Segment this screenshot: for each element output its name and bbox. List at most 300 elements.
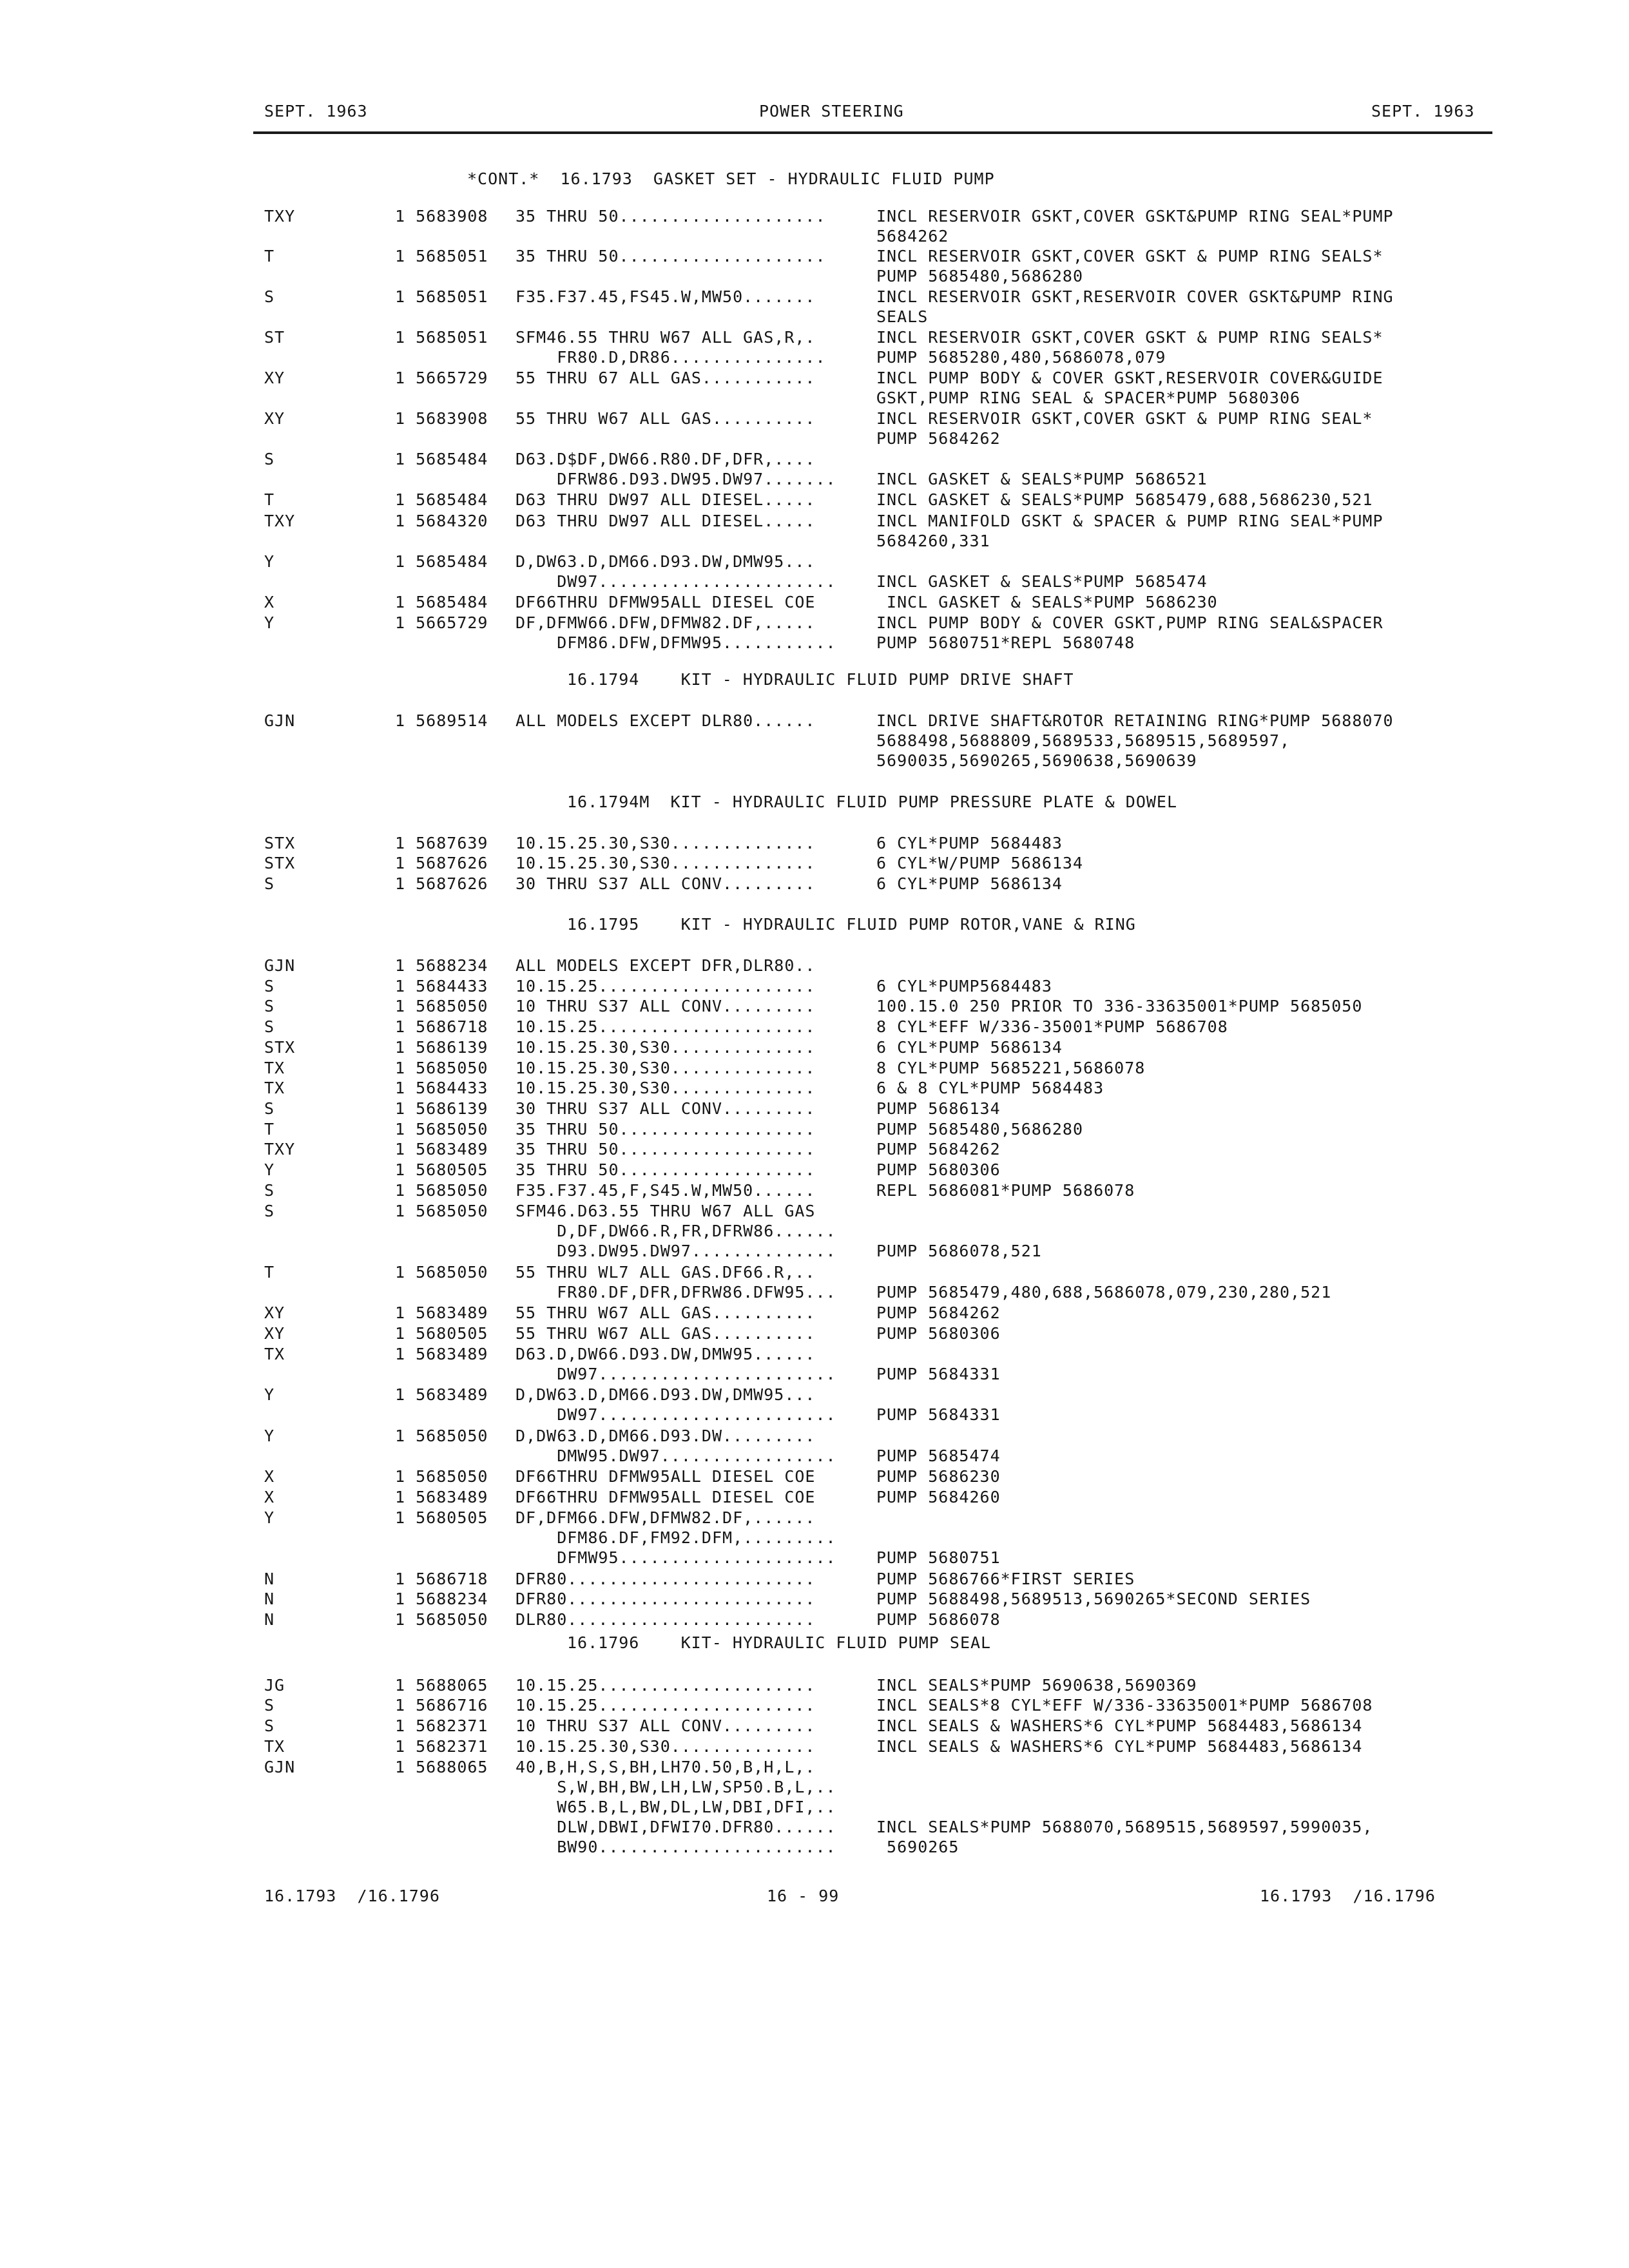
part-description [876, 1757, 1495, 1857]
description-line: PUMP 5685480,5686280 [876, 267, 1084, 285]
part-number [395, 1466, 488, 1486]
application-code: STX [264, 1038, 296, 1057]
model-line: DFR80........................ [516, 1590, 816, 1608]
part-description [876, 1487, 1495, 1507]
section-title: 16.1796 KIT- HYDRAULIC FLUID PUMP SEAL [567, 1633, 992, 1652]
description-line: PUMP 5685480,5686280 [876, 1120, 1084, 1139]
part-number [395, 1160, 488, 1180]
quantity: 1 [395, 1324, 406, 1343]
model-line: FR80.DF,DFR,DFRW86.DFW95... [516, 1283, 836, 1302]
part-number [395, 874, 488, 894]
model-line: DLW,DBWI,DFWI70.DFR80...... [516, 1818, 836, 1836]
description-line: 6 CYL*PUMP5684483 [876, 977, 1052, 995]
description-line [876, 552, 1495, 572]
description-line: INCL PUMP BODY & COVER GSKT,PUMP RING SEAL&SPACER [876, 613, 1383, 632]
part-id: 5685050 [416, 1120, 488, 1139]
model-line: 55 THRU W67 ALL GAS.......... [516, 1303, 816, 1322]
description-line: PUMP 5684262 [876, 1303, 1001, 1322]
part-id: 5682371 [416, 1737, 488, 1756]
part-description [876, 833, 1495, 853]
part-description [876, 1323, 1495, 1343]
footer-left: 16.1793 /16.1796 [264, 1887, 440, 1905]
application-code: JG [264, 1676, 285, 1695]
model-line: DF,DFMW66.DFW,DFMW82.DF,..... [516, 613, 816, 632]
quantity: 1 [395, 1263, 406, 1282]
description-line: PUMP 5684262 [876, 429, 1001, 448]
part-number [395, 996, 488, 1016]
quantity: 1 [395, 207, 406, 226]
quantity: 1 [395, 711, 406, 730]
part-id: 5684320 [416, 512, 488, 530]
description-line [876, 1508, 1495, 1528]
part-description [876, 874, 1495, 894]
quantity: 1 [395, 1467, 406, 1486]
application-code: S [264, 1716, 275, 1735]
part-description [876, 1569, 1495, 1589]
part-description [876, 1466, 1495, 1486]
description-line: INCL GASKET & SEALS*PUMP 5685474 [876, 572, 1208, 591]
model-line: 10.15.25.30,S30.............. [516, 854, 816, 872]
part-number [395, 833, 488, 853]
part-id: 5687626 [416, 854, 488, 872]
part-number [395, 1487, 488, 1507]
model-line: 35 THRU 50................... [516, 1160, 816, 1179]
quantity: 1 [395, 1160, 406, 1179]
description-line: INCL SEALS & WASHERS*6 CYL*PUMP 5684483,5686134 [876, 1716, 1363, 1735]
model-line: F35.F37.45,F,S45.W,MW50...... [516, 1181, 816, 1200]
application-code: S [264, 450, 275, 468]
description-line: INCL GASKET & SEALS*PUMP 5686521 [876, 470, 1208, 488]
quantity: 1 [395, 834, 406, 852]
model-line: ALL MODELS EXCEPT DLR80...... [516, 711, 816, 730]
description-line: 6 CYL*PUMP 5686134 [876, 1038, 1063, 1057]
part-description [876, 246, 1495, 286]
part-number [395, 1078, 488, 1098]
application-code: N [264, 1570, 275, 1588]
part-id: 5680505 [416, 1508, 488, 1527]
description-line: 6 CYL*W/PUMP 5686134 [876, 854, 1084, 872]
part-id: 5683908 [416, 409, 488, 428]
part-id: 5685050 [416, 1059, 488, 1077]
description-line: PUMP 5688498,5689513,5690265*SECOND SERIES [876, 1590, 1311, 1608]
part-description [876, 1303, 1495, 1323]
part-number [395, 1017, 488, 1037]
part-description [876, 449, 1495, 489]
model-line: 35 THRU 50................... [516, 1120, 816, 1139]
model-line: DMW95.DW97................. [516, 1446, 836, 1465]
model-line: D,DW63.D,DM66.D93.DW......... [516, 1427, 816, 1445]
quantity: 1 [395, 1140, 406, 1158]
part-description [876, 976, 1495, 996]
model-line: 10.15.25.30,S30.............. [516, 1059, 816, 1077]
part-id: 5688065 [416, 1758, 488, 1776]
part-description [876, 1716, 1495, 1736]
part-number [395, 592, 488, 612]
model-line: D63 THRU DW97 ALL DIESEL..... [516, 490, 816, 509]
description-line: PUMP 5686078 [876, 1610, 1001, 1629]
part-number [395, 1589, 488, 1609]
model-line: D63 THRU DW97 ALL DIESEL..... [516, 512, 816, 530]
part-description [876, 206, 1495, 246]
description-line: PUMP 5686230 [876, 1467, 1001, 1486]
description-line: INCL RESERVOIR GSKT,COVER GSKT & PUMP RING SEALS* [876, 247, 1383, 265]
application-code: XY [264, 409, 285, 428]
application-code: N [264, 1610, 275, 1629]
application-code: S [264, 1696, 275, 1715]
model-line: D,DW63.D,DM66.D93.DW,DMW95... [516, 1385, 816, 1404]
description-line [876, 1528, 1495, 1548]
quantity: 1 [395, 854, 406, 872]
description-line: PUMP 5685474 [876, 1446, 1001, 1465]
part-number [395, 1426, 488, 1446]
part-id: 5683489 [416, 1140, 488, 1158]
description-line: INCL GASKET & SEALS*PUMP 5685479,688,5686230,521 [876, 490, 1373, 509]
quantity: 1 [395, 1737, 406, 1756]
part-description [876, 327, 1495, 367]
description-line: PUMP 5680306 [876, 1324, 1001, 1343]
part-number [395, 1201, 488, 1221]
model-line: 10.15.25..................... [516, 977, 816, 995]
description-line: 6 CYL*PUMP 5684483 [876, 834, 1063, 852]
model-line: 10.15.25.30,S30.............. [516, 1038, 816, 1057]
footer-right: 16.1793 /16.1796 [1260, 1887, 1436, 1905]
application-code: Y [264, 1385, 275, 1404]
quantity: 1 [395, 1345, 406, 1363]
part-number [395, 552, 488, 572]
part-id: 5680505 [416, 1324, 488, 1343]
quantity: 1 [395, 997, 406, 1015]
quantity: 1 [395, 552, 406, 571]
application-code: TXY [264, 512, 296, 530]
footer-page-number: 16 - 99 [767, 1887, 840, 1905]
quantity: 1 [395, 409, 406, 428]
part-number [395, 1736, 488, 1756]
part-id: 5685484 [416, 450, 488, 468]
description-line: 8 CYL*EFF W/336-35001*PUMP 5686708 [876, 1017, 1228, 1036]
part-number [395, 246, 488, 266]
part-number [395, 956, 488, 975]
application-code: Y [264, 552, 275, 571]
model-line: 40,B,H,S,S,BH,LH70.50,B,H,L,. [516, 1758, 816, 1776]
part-description [876, 1508, 1495, 1568]
part-description [876, 1589, 1495, 1609]
quantity: 1 [395, 1017, 406, 1036]
description-line: 5688498,5688809,5689533,5689515,5689597, [876, 731, 1291, 750]
part-number [395, 206, 488, 226]
model-line: 10 THRU S37 ALL CONV......... [516, 997, 816, 1015]
description-line: PUMP 5684260 [876, 1488, 1001, 1506]
part-number [395, 1139, 488, 1159]
application-code: S [264, 1202, 275, 1220]
part-number [395, 1508, 488, 1528]
part-number [395, 1695, 488, 1715]
quantity: 1 [395, 1508, 406, 1527]
part-id: 5685050 [416, 997, 488, 1015]
application-code: S [264, 977, 275, 995]
part-id: 5685050 [416, 1263, 488, 1282]
part-number [395, 449, 488, 469]
quantity: 1 [395, 1758, 406, 1776]
part-description [876, 613, 1495, 653]
model-line: DF,DFM66.DFW,DFMW82.DF,...... [516, 1508, 816, 1527]
model-line: SFM46.55 THRU W67 ALL GAS,R,. [516, 328, 816, 347]
quantity: 1 [395, 450, 406, 468]
description-line: PUMP 5686134 [876, 1099, 1001, 1118]
section-title: *CONT.* 16.1793 GASKET SET - HYDRAULIC FLUID PUMP [467, 169, 995, 188]
part-description [876, 1385, 1495, 1425]
description-line: GSKT,PUMP RING SEAL & SPACER*PUMP 5680306 [876, 389, 1301, 407]
model-line: DLR80........................ [516, 1610, 816, 1629]
part-id: 5683489 [416, 1345, 488, 1363]
application-code: TX [264, 1079, 285, 1097]
quantity: 1 [395, 1696, 406, 1715]
description-line: PUMP 5684331 [876, 1405, 1001, 1424]
quantity: 1 [395, 1120, 406, 1139]
model-line: D63.D,DW66.D93.DW,DMW95...... [516, 1345, 816, 1363]
description-line [876, 1262, 1495, 1282]
part-description [876, 511, 1495, 551]
application-code: STX [264, 854, 296, 872]
model-line: DFRW86.D93.DW95.DW97....... [516, 470, 836, 488]
part-id: 5665729 [416, 369, 488, 387]
description-line: INCL PUMP BODY & COVER GSKT,RESERVOIR COVER&GUIDE [876, 369, 1383, 387]
model-line: 55 THRU 67 ALL GAS........... [516, 369, 816, 387]
part-number [395, 1058, 488, 1078]
section-title: 16.1795 KIT - HYDRAULIC FLUID PUMP ROTOR,VANE & RING [567, 915, 1136, 934]
part-id: 5685484 [416, 552, 488, 571]
quantity: 1 [395, 1676, 406, 1695]
quantity: 1 [395, 1038, 406, 1057]
description-line: INCL RESERVOIR GSKT,COVER GSKT & PUMP RING SEALS* [876, 328, 1383, 347]
model-line: 55 THRU WL7 ALL GAS.DF66.R,.. [516, 1263, 816, 1282]
application-code: Y [264, 613, 275, 632]
header-rule [253, 131, 1492, 134]
quantity: 1 [395, 1427, 406, 1445]
part-number [395, 1037, 488, 1057]
model-line: ALL MODELS EXCEPT DFR,DLR80.. [516, 956, 816, 975]
description-line [876, 1426, 1495, 1446]
part-number [395, 287, 488, 307]
part-id: 5685051 [416, 287, 488, 306]
part-id: 5686718 [416, 1017, 488, 1036]
part-description [876, 1344, 1495, 1384]
application-code: XY [264, 369, 285, 387]
part-number [395, 408, 488, 428]
description-line [876, 1201, 1495, 1221]
description-line [876, 449, 1495, 469]
part-id: 5686139 [416, 1038, 488, 1057]
part-number [395, 327, 488, 347]
part-description [876, 287, 1495, 327]
application-code: T [264, 247, 275, 265]
quantity: 1 [395, 613, 406, 632]
quantity: 1 [395, 1099, 406, 1118]
part-id: 5683908 [416, 207, 488, 226]
model-line: D93.DW95.DW97.............. [516, 1242, 836, 1260]
model-line: 30 THRU S37 ALL CONV......... [516, 874, 816, 893]
part-number [395, 1610, 488, 1629]
description-line [876, 1777, 1495, 1797]
part-description [876, 1160, 1495, 1180]
quantity: 1 [395, 956, 406, 975]
description-line: INCL RESERVOIR GSKT,COVER GSKT & PUMP RING SEAL* [876, 409, 1373, 428]
model-line: DFM86.DF,FM92.DFM,......... [516, 1528, 836, 1547]
description-line [876, 1385, 1495, 1405]
application-code: GJN [264, 1758, 296, 1776]
part-number [395, 1716, 488, 1736]
application-code: TX [264, 1059, 285, 1077]
part-id: 5687626 [416, 874, 488, 893]
application-code: XY [264, 1324, 285, 1343]
part-description [876, 368, 1495, 408]
part-description [876, 1139, 1495, 1159]
part-id: 5688065 [416, 1676, 488, 1695]
part-number [395, 1344, 488, 1364]
part-id: 5684433 [416, 977, 488, 995]
model-line: 10.15.25..................... [516, 1017, 816, 1036]
quantity: 1 [395, 1570, 406, 1588]
part-id: 5685484 [416, 490, 488, 509]
description-line: 6 & 8 CYL*PUMP 5684483 [876, 1079, 1104, 1097]
model-line: D63.D$DF,DW66.R80.DF,DFR,.... [516, 450, 816, 468]
description-line: INCL RESERVOIR GSKT,RESERVOIR COVER GSKT&PUMP RING [876, 287, 1394, 306]
description-line: INCL SEALS*PUMP 5688070,5689515,5689597,5990035, [876, 1818, 1373, 1836]
part-number [395, 976, 488, 996]
description-line: PUMP 5684262 [876, 1140, 1001, 1158]
part-description [876, 552, 1495, 591]
part-description [876, 490, 1495, 510]
quantity: 1 [395, 1202, 406, 1220]
part-description [876, 1610, 1495, 1629]
part-description [876, 1675, 1495, 1695]
part-id: 5683489 [416, 1385, 488, 1404]
description-line: PUMP 5685280,480,5686078,079 [876, 348, 1166, 367]
model-line: 55 THRU W67 ALL GAS.......... [516, 1324, 816, 1343]
part-description [876, 996, 1495, 1016]
part-number [395, 368, 488, 388]
application-code: S [264, 874, 275, 893]
application-code: T [264, 490, 275, 509]
part-id: 5685050 [416, 1427, 488, 1445]
part-description [876, 408, 1495, 448]
part-description [876, 1078, 1495, 1098]
description-line [876, 1344, 1495, 1364]
description-line: INCL MANIFOLD GSKT & SPACER & PUMP RING SEAL*PUMP [876, 512, 1383, 530]
part-number [395, 1569, 488, 1589]
part-number [395, 490, 488, 510]
application-code: S [264, 287, 275, 306]
description-line: SEALS [876, 307, 929, 326]
part-id: 5688234 [416, 1590, 488, 1608]
quantity: 1 [395, 1059, 406, 1077]
header-left: SEPT. 1963 [264, 102, 368, 120]
part-description [876, 1119, 1495, 1139]
quantity: 1 [395, 977, 406, 995]
description-line [876, 1221, 1495, 1241]
header-center: POWER STEERING [759, 102, 904, 120]
application-code: S [264, 997, 275, 1015]
part-id: 5683489 [416, 1488, 488, 1506]
quantity: 1 [395, 593, 406, 611]
quantity: 1 [395, 1303, 406, 1322]
description-line: 100.15.0 250 PRIOR TO 336-33635001*PUMP 5685050 [876, 997, 1363, 1015]
application-code: X [264, 1488, 275, 1506]
model-line: 10.15.25..................... [516, 1676, 816, 1695]
part-number [395, 613, 488, 633]
description-line [876, 956, 1495, 975]
application-code: S [264, 1181, 275, 1200]
model-line: DFM86.DFW,DFMW95........... [516, 633, 836, 652]
description-line [876, 1757, 1495, 1777]
quantity: 1 [395, 1079, 406, 1097]
part-number [395, 1119, 488, 1139]
model-line: DW97....................... [516, 1405, 836, 1424]
description-line: 5684262 [876, 227, 949, 245]
model-line: 55 THRU W67 ALL GAS.......... [516, 409, 816, 428]
part-number [395, 1675, 488, 1695]
part-description [876, 1037, 1495, 1057]
part-description [876, 1262, 1495, 1302]
quantity: 1 [395, 1488, 406, 1506]
section-title: 16.1794M KIT - HYDRAULIC FLUID PUMP PRESSURE PLATE & DOWEL [567, 793, 1178, 811]
part-description [876, 1201, 1495, 1261]
model-line: 10 THRU S37 ALL CONV......... [516, 1716, 816, 1735]
application-code: X [264, 593, 275, 611]
part-description [876, 1099, 1495, 1119]
application-code: S [264, 1017, 275, 1036]
model-line: DFR80........................ [516, 1570, 816, 1588]
description-line: INCL SEALS*8 CYL*EFF W/336-33635001*PUMP 5686708 [876, 1696, 1373, 1715]
description-line: 5690035,5690265,5690638,5690639 [876, 751, 1197, 770]
description-line: 8 CYL*PUMP 5685221,5686078 [876, 1059, 1146, 1077]
quantity: 1 [395, 1385, 406, 1404]
part-id: 5686716 [416, 1696, 488, 1715]
quantity: 1 [395, 1610, 406, 1629]
part-description [876, 711, 1495, 771]
description-line: INCL GASKET & SEALS*PUMP 5686230 [876, 593, 1218, 611]
part-number [395, 1323, 488, 1343]
description-line: PUMP 5684331 [876, 1365, 1001, 1383]
part-description [876, 1426, 1495, 1466]
application-code: GJN [264, 956, 296, 975]
model-line: DF66THRU DFMW95ALL DIESEL COE [516, 1488, 816, 1506]
part-description [876, 956, 1495, 975]
quantity: 1 [395, 490, 406, 509]
header-right: SEPT. 1963 [1371, 102, 1475, 120]
model-line: SFM46.D63.55 THRU W67 ALL GAS [516, 1202, 816, 1220]
model-line: 30 THRU S37 ALL CONV......... [516, 1099, 816, 1118]
application-code: N [264, 1590, 275, 1608]
part-id: 5684433 [416, 1079, 488, 1097]
part-number [395, 1303, 488, 1323]
quantity: 1 [395, 328, 406, 347]
application-code: TX [264, 1737, 285, 1756]
part-description [876, 1058, 1495, 1078]
part-description [876, 1017, 1495, 1037]
model-line: DW97....................... [516, 572, 836, 591]
application-code: T [264, 1120, 275, 1139]
application-code: TXY [264, 207, 296, 226]
quantity: 1 [395, 874, 406, 893]
description-line: 5690265 [876, 1838, 959, 1856]
description-line: 6 CYL*PUMP 5686134 [876, 874, 1063, 893]
model-line: 35 THRU 50.................... [516, 247, 826, 265]
description-line [876, 1797, 1495, 1817]
application-code: T [264, 1263, 275, 1282]
quantity: 1 [395, 247, 406, 265]
part-id: 5687639 [416, 834, 488, 852]
part-id: 5685050 [416, 1181, 488, 1200]
